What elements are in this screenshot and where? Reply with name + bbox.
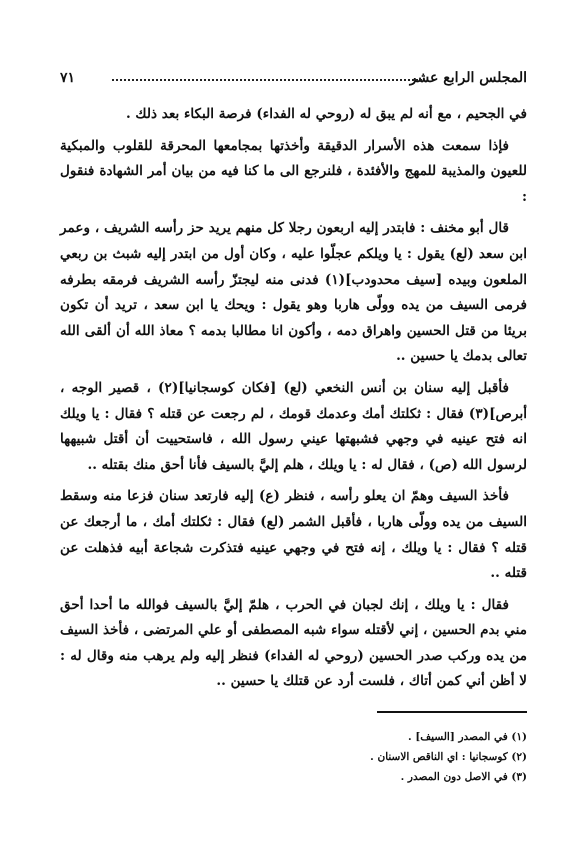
page-header: [60, 70, 527, 92]
running-title: المجلس الرابع عشر: [409, 70, 527, 86]
footnote: (٣) في الاصل دون المصدر .: [400, 771, 527, 784]
footnote-separator: [377, 711, 527, 713]
footnotes: [60, 727, 527, 787]
paragraph: قال أبو مخنف : فابتدر إليه اربعون رجلا كل منهم يريد حز رأسه الشريف ، وعمر ابن سعد (لع) يقول : يا ويلكم عجلّوا عليه ، وكان أول من ابتدر إليه شبث بن ربعي الملعون وبيده [سيف محدودب](١) فدنى منه ليجتزّ رأسه الشريف فرمقه بطرفه فرمى السيف من يده وولّى هاربا وهو يقول : ويحك يا ابن سعد ، تريد أن تكون بريئا من قتل الحسين واهراق دمه ، وأكون انا مطالبا بدمه ؟ معاذ الله أن ألقى الله تعالى بدمك يا حسين ..: [60, 220, 528, 365]
main-text: [60, 102, 527, 695]
page-number: ٧١: [60, 70, 76, 86]
paragraph: فأخذ السيف وهمّ ان يعلو رأسه ، فنظر (ع) إليه فارتعد سنان فزعا منه وسقط السيف من يده وولّى هاربا ، فأقبل الشمر (لع) فقال : ثكلتك أمك ، ما أرجعك عن قتله ؟ فقال : يا ويلك ، إنه فتح في وجهي عينيه فتذكرت شجاعة أبيه فذهلت عن قتله ..: [60, 488, 527, 582]
paragraph: فقال : يا ويلك ، إنك لجبان في الحرب ، هلمّ إليَّ بالسيف فوالله ما أحدا أحق مني بدم الحسين ، إني لأقتله سواء شبه المصطفى أو علي المرتضى ، فأخذ السيف من يده وركب صدر الحسين (روحي له الفداء) فنظر إليه ولم يرهب منه وقال له : لا أظن أني كمن أتاك ، فلست أرد عن قتلك يا حسين ..: [60, 596, 527, 690]
paragraph: فأقبل إليه سنان بن أنس النخعي (لع) [فكان كوسجانيا](٢) ، قصير الوجه ، أبرص](٣) فقال : ثكلتك أمك وعدمك قومك ، لم رجعت عن قتله ؟ فقال : يا ويلك انه فتح عينيه في وجهي فشبهتها عيني رسول الله ، فاستحييت أن أقتل شبيهها لرسول الله (ص) ، فقال له : يا ويلك ، هلم إليَّ بالسيف فأنا أحق منك بقتله ..: [60, 379, 527, 473]
paragraph: فإذا سمعت هذه الأسرار الدقيقة وأخذتها بمجامعها المحرقة للقلوب والمبكية للعيون والمذيبة للمهج والأفئدة ، فلنرجع الى ما كنا فيه من بيان أمر الشهادة فنقول :: [60, 137, 527, 205]
header-dotted-leader: [112, 79, 422, 81]
paragraph-continuation: في الجحيم ، مع أنه لم يبق له (روحي له الفداء) فرصة البكاء بعد ذلك .: [125, 106, 527, 122]
footnote: (٢) كوسجانيا : اي الناقص الاسنان .: [370, 751, 527, 764]
footnote: (١) في المصدر [السيف] .: [408, 731, 527, 744]
book-page: [60, 70, 527, 824]
